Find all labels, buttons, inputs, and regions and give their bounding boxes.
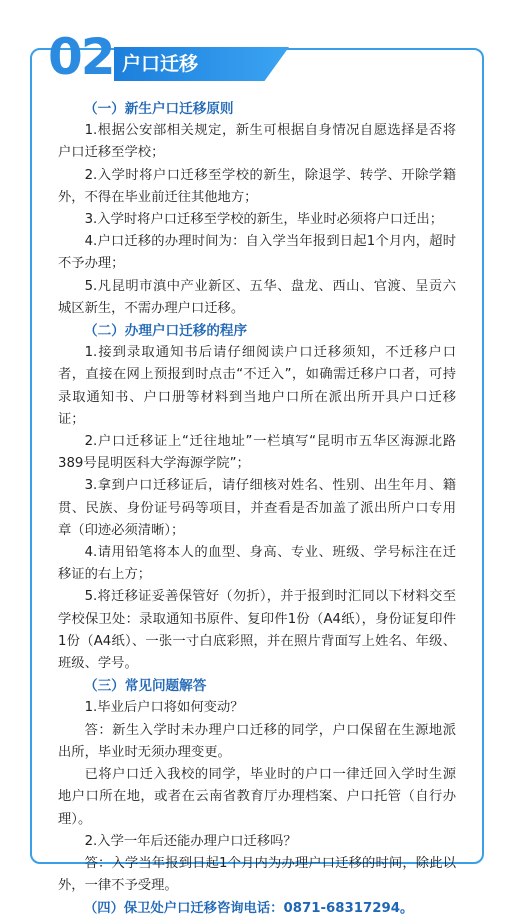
section-title: 户口迁移 — [122, 53, 199, 75]
paragraph: 5.将迁移证妥善保管好（勿折），并于报到时汇同以下材料交至学校保卫处：录取通知书原件、复印件1份（A4纸），身份证复印件1份（A4纸）、一张一寸白底彩照，并在照片背面写上姓名、年级、班级、学号。 — [58, 589, 456, 672]
subsection-title: （三）常见问题解答 — [84, 678, 207, 695]
paragraph: 1.接到录取通知书后请仔细阅读户口迁移须知，不迁移户口者，直接在网上预报到时点击“不迁入”，如确需迁移户口者，可持录取通知书、户口册等材料到当地户口所在派出所开具户口迁移证； — [58, 345, 456, 427]
subsection-title: （二）办理户口迁移的程序 — [84, 323, 248, 340]
paragraph: 3.拿到户口迁移证后，请仔细核对姓名、性别、出生年月、籍贯、民族、身份证号码等项目，并查看是否加盖了派出所户口专用章（印迹必须清晰）； — [58, 478, 456, 538]
paragraph: 1.根据公安部相关规定，新生可根据自身情况自愿选择是否将户口迁移至学校； — [58, 123, 456, 161]
subsection-title: （一）新生户口迁移原则 — [84, 101, 234, 117]
paragraph: 3.入学时将户口迁移至学校的新生，毕业时必须将户口迁出； — [84, 212, 443, 228]
paragraph: 4.户口迁移的办理时间为：自入学当年报到日起1个月内，超时不予办理； — [58, 234, 456, 272]
section-header — [30, 26, 270, 98]
document-body — [58, 98, 456, 921]
paragraph: 4.请用铅笔将本人的血型、身高、专业、班级、学号标注在迁移证的右上方； — [58, 545, 456, 583]
paragraph: 已将户口迁入我校的同学，毕业时的户口一律迁回入学时生源地户口所在地，或者在云南省教育厅办理档案、户口托管（自行办理）。 — [58, 767, 456, 827]
paragraph: 2.户口迁移证上“迁往地址”一栏填写“昆明市五华区海源北路389号昆明医科大学海源学院”； — [58, 434, 456, 472]
paragraph: 2.入学时将户口迁移至学校的新生，除退学、转学、开除学籍外，不得在毕业前迁往其他地方； — [58, 167, 456, 205]
consult-phone: （四）保卫处户口迁移咨询电话：0871-68317294。 — [84, 901, 414, 917]
paragraph: 1.毕业后户口将如何变动？ — [84, 700, 244, 716]
section-number: 02 — [48, 28, 114, 86]
paragraph: 答：新生入学时未办理户口迁移的同学，户口保留在生源地派出所，毕业时无须办理变更。 — [58, 722, 456, 760]
paragraph: 2.入学一年后还能办理户口迁移吗？ — [84, 833, 297, 849]
paragraph: 5.凡昆明市滇中产业新区、五华、盘龙、西山、官渡、呈贡六城区新生，不需办理户口迁移。 — [58, 278, 456, 316]
paragraph: 答：入学当年报到日起1个月内为办理户口迁移的时间，除此以外，一律不予受理。 — [58, 855, 456, 894]
